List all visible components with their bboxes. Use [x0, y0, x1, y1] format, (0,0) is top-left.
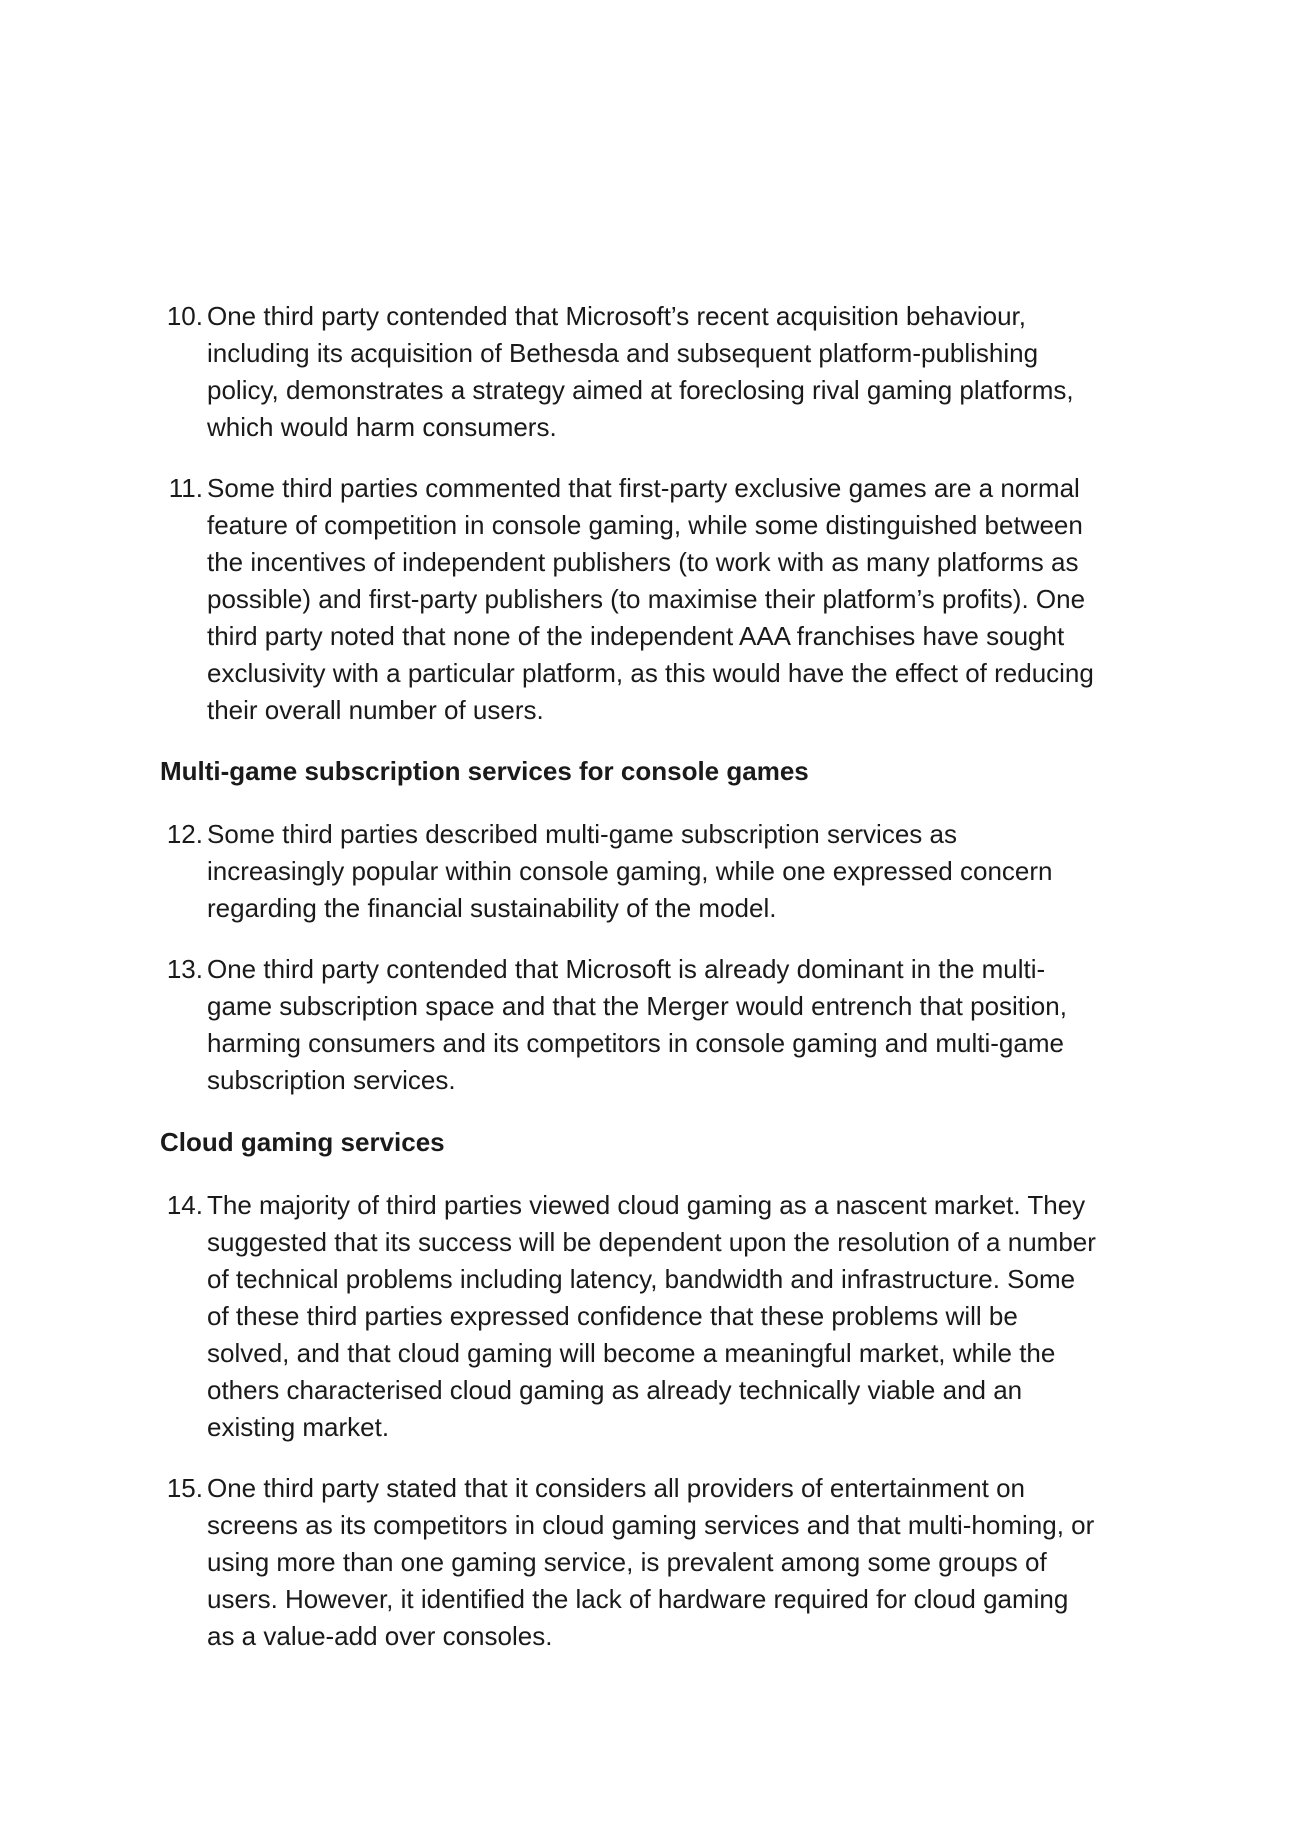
paragraph-number: 13. [166, 954, 203, 984]
paragraph-11 [168, 470, 1137, 729]
paragraph-text: Some third parties described multi-game subscription services as increasingly popular within console gaming, while one expressed concern regarding the financial sustainability of the model. [207, 819, 1053, 923]
section-heading-multi-game: Multi-game subscription services for console games [160, 756, 809, 786]
paragraph-text: One third party contended that Microsoft is already dominant in the multi- game subscription space and that the Merger would entrench that position, harming consumers and its competitors in console gaming and multi-game subscription services. [207, 954, 1067, 1095]
paragraph-13 [166, 951, 1137, 1099]
paragraph-10 [166, 298, 1137, 446]
paragraph-text: The majority of third parties viewed cloud gaming as a nascent market. They suggested that its success will be dependent upon the resolution of a number of technical problems including latency, bandwidth and infrastructure. Some of these third parties expressed confidence that these problems will be solved, and that cloud gaming will become a meaningful market, while the others characterised cloud gaming as already technically viable and an existing market. [207, 1190, 1096, 1442]
paragraph-text: Some third parties commented that first-party exclusive games are a normal feature of competition in console gaming, while some distinguished between the incentives of independent publishers (to work with as many platforms as possible) and first-party publishers (to maximise their platform’s profits). One third party noted that none of the independent AAA franchises have sought exclusivity with a particular platform, as this would have the effect of reducing their overall number of users. [207, 473, 1094, 725]
paragraph-number: 14. [166, 1190, 203, 1220]
paragraph-15 [166, 1470, 1137, 1655]
paragraph-number: 10. [166, 301, 203, 331]
paragraph-number: 12. [166, 819, 203, 849]
paragraph-number: 11. [168, 473, 203, 503]
paragraph-12 [166, 816, 1137, 927]
paragraph-number: 15. [166, 1473, 203, 1503]
paragraph-14 [166, 1187, 1137, 1446]
paragraph-text: One third party contended that Microsoft’s recent acquisition behaviour, including its acquisition of Bethesda and subsequent platform-publishing policy, demonstrates a strategy aimed at foreclosing rival gaming platforms, which would harm consumers. [207, 301, 1074, 442]
paragraph-text: One third party stated that it considers all providers of entertainment on screens as its competitors in cloud gaming services and that multi-homing, or using more than one gaming service, is prevalent among some groups of users. However, it identified the lack of hardware required for cloud gaming as a value-add over consoles. [207, 1473, 1095, 1651]
section-heading-cloud: Cloud gaming services [160, 1127, 445, 1157]
